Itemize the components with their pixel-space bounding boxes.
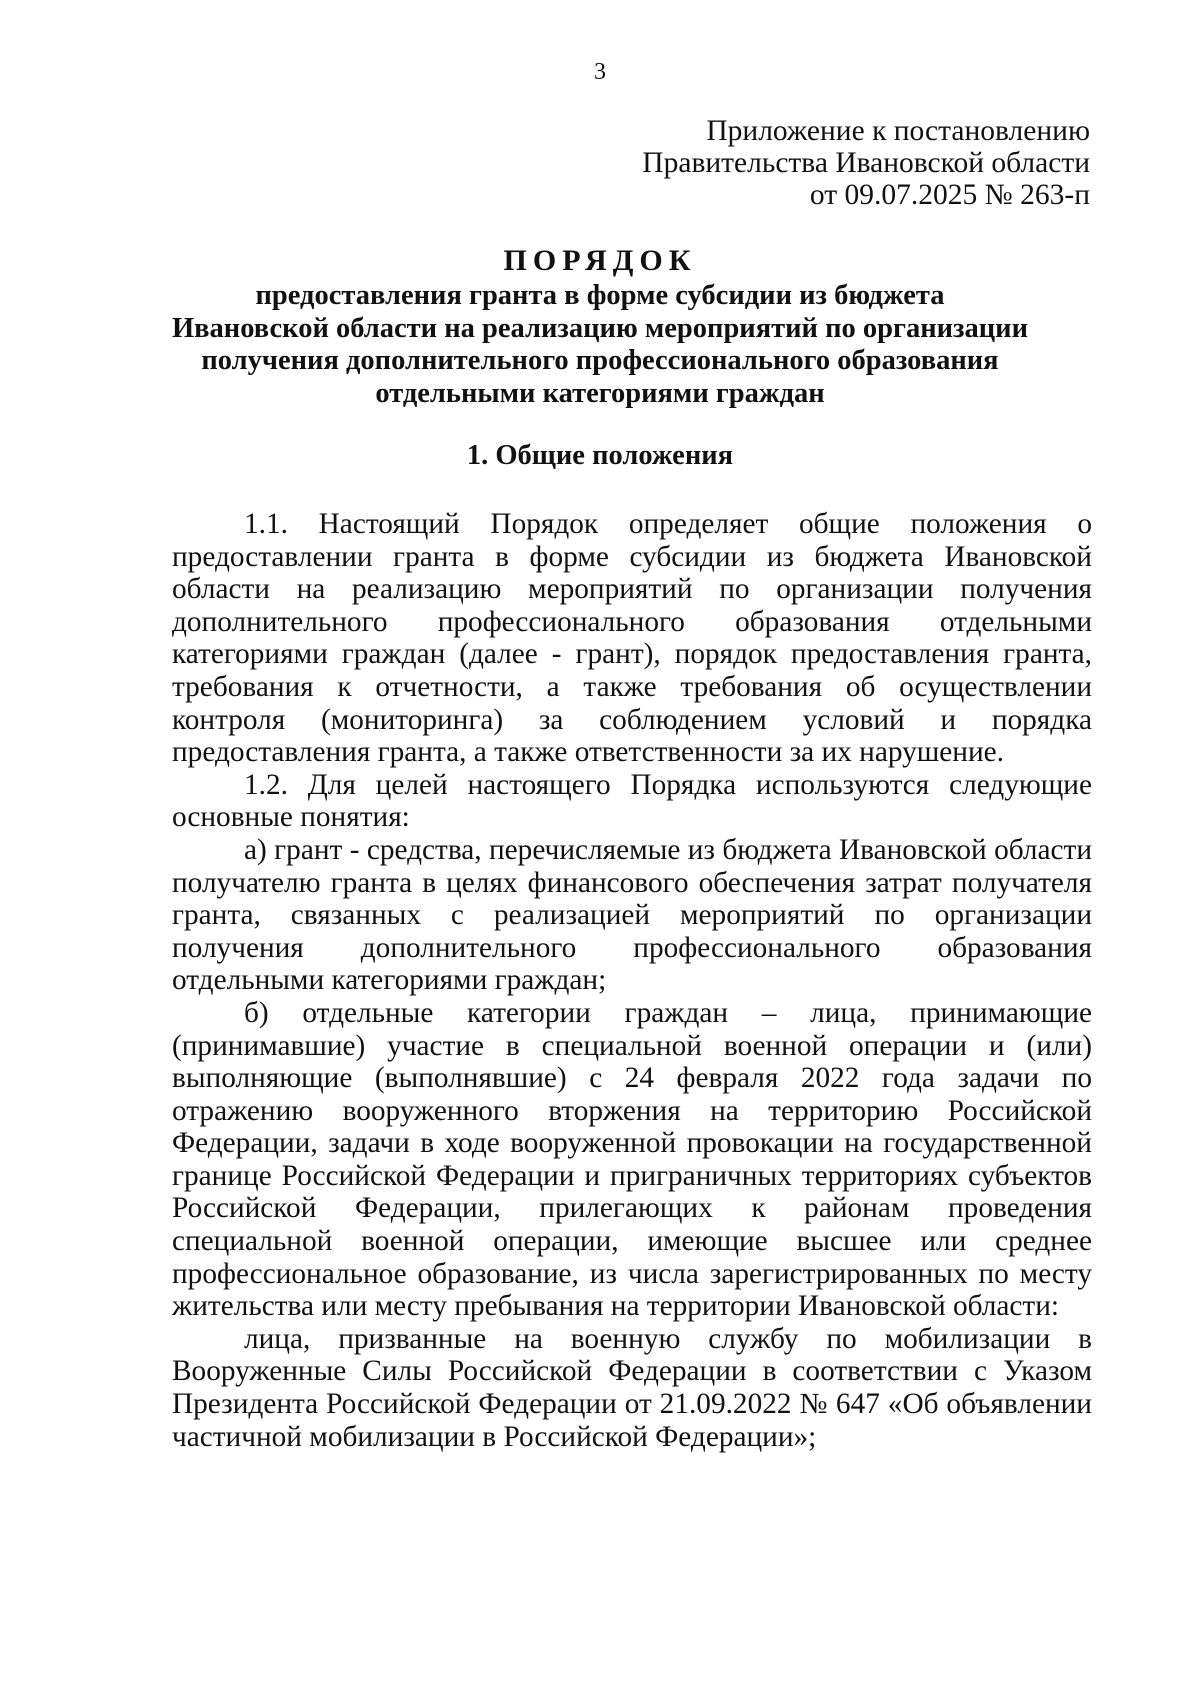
subtitle-line: получения дополнительного профессионального образования [201, 345, 999, 376]
appendix-line: от 09.07.2025 № 263-п [809, 179, 1090, 211]
section-heading: 1. Общие положения [466, 440, 734, 471]
appendix-note [530, 115, 1090, 211]
paragraph-mobilized: лица, призванные на военную службу по мобилизации в Вооруженные Силы Российской Федерации в соответствии с Указом Президента Российской Федерации от 21.09.2022 № 647 «Об объявлении частичной мобилизации в Российской Федерации»; [172, 1322, 1092, 1453]
subtitle-line: Ивановской области на реализацию мероприятий по организации [171, 312, 1029, 344]
paragraph-1-2: 1.2. Для целей настоящего Порядка используются следующие основные понятия: [172, 768, 1092, 834]
subtitle-line: предоставления гранта в форме субсидии из бюджета [255, 280, 945, 311]
title-subtitle [150, 280, 1050, 410]
appendix-line: Правительства Ивановской области [642, 147, 1090, 179]
appendix-line: Приложение к постановлению [706, 115, 1090, 147]
section-body [172, 508, 1092, 1453]
document-title [150, 244, 1050, 410]
paragraph-a: а) грант - средства, перечисляемые из бюджета Ивановской области получателю гранта в целях финансового обеспечения затрат получателя гранта, связанных с реализацией мероприятий по организации получения дополнительного профессионального образования отдельными категориями граждан; [172, 833, 1092, 997]
paragraph-b: б) отдельные категории граждан – лица, принимающие (принимавшие) участие в специальной военной операции и (или) выполняющие (выполнявшие) с 24 февраля 2022 года задачи по отражению вооруженного вторжения на территорию Российской Федерации, задачи в ходе вооруженной провокации на государственной границе Российской Федерации и приграничных территориях субъектов Российской Федерации, прилегающих к районам проведения специальной военной операции, имеющие высшее или среднее профессиональное образование, из числа зарегистрированных по месту жительства или месту пребывания на территории Ивановской области: [172, 996, 1092, 1323]
title-main: ПОРЯДОК [503, 244, 697, 277]
paragraph-1-1: 1.1. Настоящий Порядок определяет общие положения о предоставлении гранта в форме субсидии из бюджета Ивановской области на реализацию мероприятий по организации получения дополнительного профессионального образования отдельными категориями граждан (далее - грант), порядок предоставления гранта, требования к отчетности, а также требования об осуществлении контроля (мониторинга) за соблюдением условий и порядка предоставления гранта, а также ответственности за их нарушение. [172, 508, 1092, 769]
subtitle-line: отдельными категориями граждан [375, 377, 825, 409]
page-number: 3 [594, 59, 606, 85]
